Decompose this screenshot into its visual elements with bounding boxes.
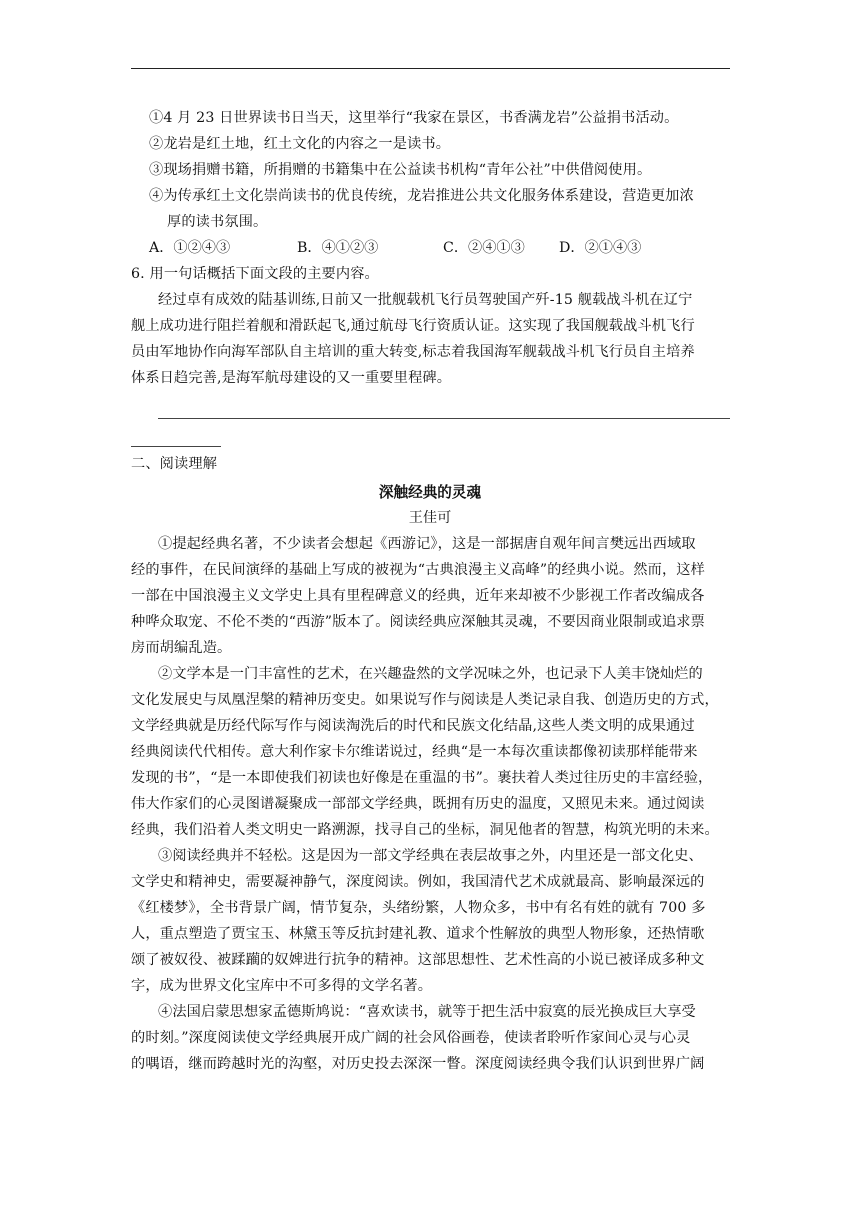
q5-item-3: ③现场捐赠书籍，所捐赠的书籍集中在公益读书机构“青年公社”中供借阅使用。	[149, 162, 652, 178]
q5-option-b: B．④①②③	[297, 240, 379, 256]
q6-passage-line-1: 经过卓有成效的陆基训练,日前又一批舰载机飞行员驾驶国产歼-15 舰载战斗机在辽宁	[158, 292, 693, 308]
answer-blank-line-cont[interactable]	[131, 446, 221, 447]
article-line: 《红楼梦》，全书背景广阔，情节复杂，头绪纷繁，人物众多，书中有名有姓的就有 700 多	[131, 900, 706, 916]
answer-blank-line[interactable]	[158, 418, 730, 419]
article-line: 种哗众取宠、不伦不类的“西游”版本了。阅读经典应深触其灵魂，不要因商业限制或追求票	[131, 614, 705, 630]
q5-item-2: ②龙岩是红土地，红土文化的内容之一是读书。	[149, 136, 451, 152]
q6-prompt: 6. 用一句话概括下面文段的主要内容。	[131, 266, 379, 282]
article-line: 人，重点塑造了贾宝玉、林黛玉等反抗封建礼教、道求个性解放的典型人物形象，还热情歌	[131, 926, 705, 942]
article-line: ①提起经典名著，不少读者会想起《西游记》，这是一部据唐自观年间言樊远出西域取	[158, 536, 696, 552]
article-line: 经的事件，在民间演绎的基础上写成的被视为“古典浪漫主义高峰”的经典小说。然而，这样	[131, 562, 705, 578]
section-heading: 二、阅读理解	[131, 456, 218, 472]
article-line: 字，成为世界文化宝库中不可多得的文学名著。	[131, 978, 433, 994]
q5-option-a: A．①②④③	[149, 240, 231, 256]
q6-passage-line-4: 体系日趋完善,是海军航母建设的又一重要里程碑。	[131, 370, 452, 386]
article-line: 文化发展史与凤凰涅槃的精神历变史。如果说写作与阅读是人类记录自我、创造历史的方式，	[131, 692, 719, 708]
q5-option-c: C．②④①③	[443, 240, 525, 256]
article-line: 的喁语，继而跨越时光的沟壑，对历史投去深深一瞥。深度阅读经典令我们认识到世界广阔	[131, 1056, 705, 1072]
article-title: 深触经典的灵魂	[378, 484, 482, 501]
article-line: 的时刻。”深度阅读使文学经典展开成广阔的社会风俗画卷，使读者聆听作家间心灵与心灵	[131, 1030, 691, 1046]
article-author: 王佳可	[408, 510, 452, 526]
article-line: 发现的书”，“是一本即使我们初读也好像是在重温的书”。裹扶着人类过往历史的丰富经验，	[131, 770, 713, 786]
article-line: 一部在中国浪漫主义文学史上具有里程碑意义的经典，近年来却被不少影视工作者改编成各	[131, 588, 705, 604]
q6-passage-line-2: 舰上成功进行阻拦着舰和滑跃起飞,通过航母飞行资质认证。这实现了我国舰载战斗机飞行	[131, 318, 695, 334]
article-line: ④法国启蒙思想家孟德斯鸠说：“喜欢读书，就等于把生活中寂寞的辰光换成巨大享受	[158, 1004, 696, 1020]
q5-item-4: ④为传承红土文化崇尚读书的优良传统，龙岩推进公共文化服务体系建设，营造更加浓	[149, 188, 694, 204]
header-rule	[131, 68, 730, 69]
article-line: 颂了被奴役、被蹂躏的奴婢进行抗争的精神。这部思想性、艺术性高的小说已被译成多种文	[131, 952, 705, 968]
q6-passage-line-3: 员由军地协作向海军部队自主培训的重大转变,标志着我国海军舰载战斗机飞行员自主培养	[131, 344, 695, 360]
q5-item-1: ①4 月 23 日世界读书日当天，这里举行“我家在景区，书香满龙岩”公益捐书活动。	[149, 110, 679, 126]
article-line: ③阅读经典并不轻松。这是因为一部文学经典在表层故事之外，内里还是一部文化史、	[158, 848, 703, 864]
article-line: 文学史和精神史，需要凝神静气，深度阅读。例如，我国清代艺术成就最高、影响最深远的	[131, 874, 705, 890]
article-line: 文学经典就是历经代际写作与阅读淘洗后的时代和民族文化结晶,这些人类文明的成果通过	[131, 718, 695, 734]
article-line: ②文学本是一门丰富性的艺术，在兴趣盎然的文学况味之外，也记录下人美丰饶灿烂的	[158, 666, 703, 682]
q5-option-d: D．②①④③	[559, 240, 642, 256]
article-line: 房而胡编乱造。	[131, 640, 232, 656]
article-line: 经典，我们沿着人类文明史一路溯源，找寻自己的坐标，洞见他者的智慧，构筑光明的未来。	[131, 822, 719, 838]
article-line: 伟大作家们的心灵图谱凝聚成一部部文学经典，既拥有历史的温度，又照见未来。通过阅读	[131, 796, 705, 812]
q5-item-4-cont: 厚的读书氛围。	[167, 214, 268, 230]
article-line: 经典阅读代代相传。意大利作家卡尔维诺说过，经典“是一本每次重读都像初读那样能带来	[131, 744, 698, 760]
